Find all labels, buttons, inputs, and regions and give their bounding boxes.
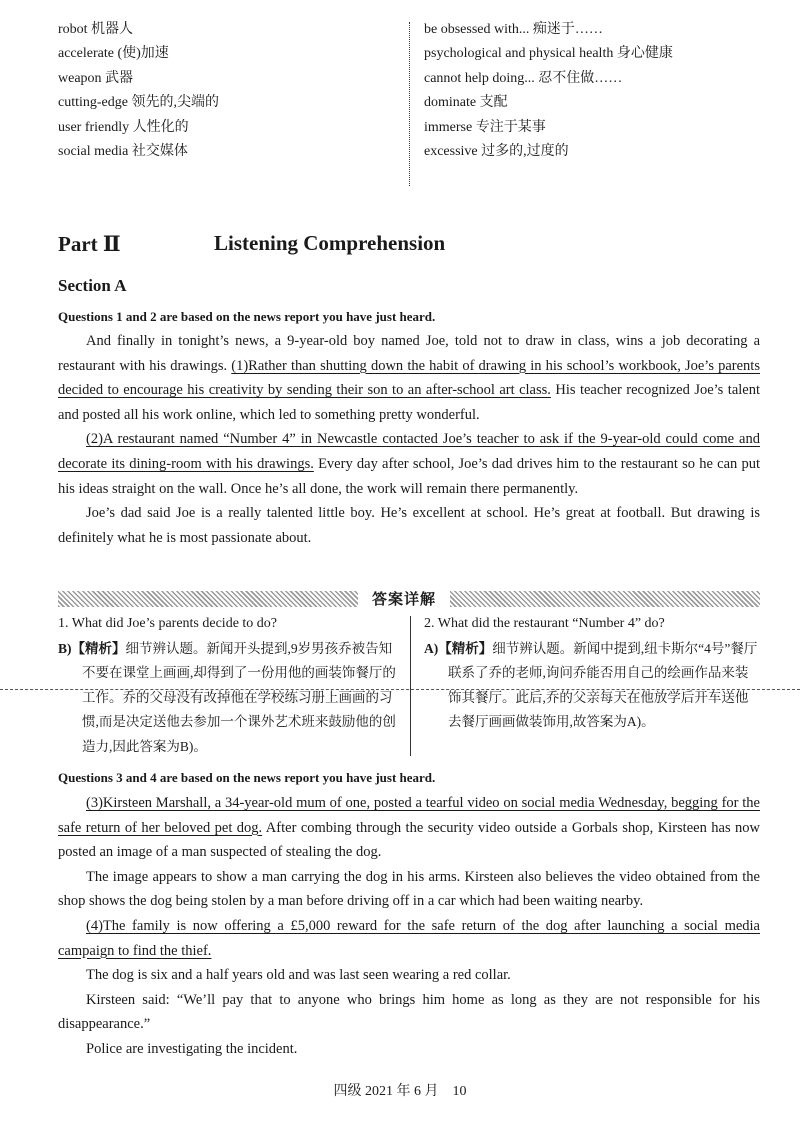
question-2: 2. What did the restaurant “Number 4” do?: [424, 616, 665, 631]
news1-question-header: Questions 1 and 2 are based on the news report you have just heard.: [58, 309, 436, 324]
paragraph: Kirsteen said: “We’ll pay that to anyone who brings him home as long as they are not responsible for his disappearance.”: [58, 991, 760, 1033]
underlined-key-sentence: (1)Rather than shutting down the habit of drawing in his school’s workbook, Joe’s parents decided to encourage his creativity by sending their son to an after-school art class.: [58, 357, 760, 399]
part-heading: [58, 231, 758, 261]
banner-hatch-left: [58, 591, 358, 607]
answer-column-2: [424, 612, 760, 735]
vocab-item: cannot help doing... 忍不住做……: [424, 70, 623, 86]
question-1: 1. What did Joe’s parents decide to do?: [58, 616, 278, 631]
answer-banner: [58, 588, 760, 610]
vocab-item: excessive 过多的,过度的: [424, 144, 569, 160]
section-title: Section A: [58, 276, 127, 295]
vocab-item: psychological and physical health 身心健康: [424, 46, 673, 62]
vocab-item: be obsessed with... 痴迷于……: [424, 22, 603, 37]
text: Every day after school, Joe’s dad drives him to the restaurant so he can put his ideas straight on the wall. Once he’s all done, the work will remain there permanently.: [58, 455, 760, 497]
answer-explanation: 细节辨认题。新闻中提到,纽卡斯尔“4号”餐厅联系了乔的老师,询问乔能否用自己的绘画作品来装饰其餐厅。此后,乔的父亲每天在他放学后开车送他去餐厅画画做装饰用,故答案为A)。: [448, 640, 758, 729]
vocabulary-divider: [409, 22, 410, 186]
answer-explanations: [58, 612, 760, 762]
underlined-key-sentence: (4)The family is now offering a £5,000 reward for the safe return of the dog after launching a social media campaign to find the thief.: [58, 917, 760, 959]
vocab-item: immerse 专注于某事: [424, 119, 546, 135]
answer-column-1: [58, 612, 398, 759]
vocabulary-right-column: [424, 18, 764, 164]
paragraph: [58, 914, 760, 963]
paragraph: The dog is six and a half years old and was last seen wearing a red collar.: [86, 967, 511, 984]
vocab-item: cutting-edge 领先的,尖端的: [58, 95, 219, 111]
text: His teacher recognized Joe’s talent and posted all his work online, which led to something pretty wonderful.: [58, 382, 760, 423]
vocab-item: weapon 武器: [58, 70, 134, 86]
underlined-key-sentence: (2)A restaurant named “Number 4” in Newcastle contacted Joe’s teacher to ask if the 9-year-old could come and decorate its dining-room with his drawings.: [58, 431, 760, 472]
answer-1: [58, 637, 398, 760]
vocab-item: social media 社交媒体: [58, 144, 188, 160]
answer-banner-label: 答案详解: [371, 590, 436, 608]
text: After combing through the security video outside a Gorbals shop, Kirsteen has now posted an image of a man suspected of stealing the dog.: [58, 819, 760, 861]
vocabulary-box: [58, 18, 758, 188]
news2-question-header: Questions 3 and 4 are based on the news report you have just heard.: [58, 770, 436, 785]
vocab-item: accelerate (使)加速: [58, 46, 169, 62]
vocab-item: user friendly 人性化的: [58, 119, 189, 135]
news2-passage: [58, 791, 760, 1062]
paragraph: [58, 329, 760, 427]
part-title: Listening Comprehension: [214, 231, 446, 255]
answer-key: B)【精析】: [58, 640, 126, 656]
answer-divider: [410, 616, 411, 756]
answer-explanation: 细节辨认题。新闻开头提到,9岁男孩乔被告知不要在课堂上画画,却得到了一份用他的画装饰餐厅的工作。乔的父母没有改掉他在学校练习册上画画的习惯,而是决定送他去参加一个课外艺术班来鼓励他的创造力,因此答案为B)。: [82, 640, 396, 754]
part-number: Part Ⅱ: [58, 232, 121, 256]
paragraph: Joe’s dad said Joe is a really talented little boy. He’s excellent at school. He’s great at football. But drawing is definitely what he is most passionate about.: [58, 505, 760, 546]
vocab-item: robot 机器人: [58, 22, 134, 37]
answer-2: [424, 637, 760, 735]
vocabulary-left-column: [58, 18, 388, 164]
answer-key: A)【精析】: [424, 640, 493, 656]
vocab-item: dominate 支配: [424, 95, 508, 111]
paragraph: The image appears to show a man carrying the dog in his arms. Kirsteen also believes the video obtained from the shop shows the dog being stolen by a man before driving off in a car which had been waiting nearby.: [58, 868, 760, 910]
paragraph: Police are investigating the incident.: [86, 1040, 298, 1057]
page-footer: 四级 2021 年 6 月 10: [333, 1084, 467, 1099]
underlined-key-sentence: (3)Kirsteen Marshall, a 34-year-old mum of one, posted a tearful video on social media Wednesday, begging for the safe return of her beloved pet dog.: [58, 795, 760, 836]
banner-hatch-right: [450, 591, 760, 607]
news1-passage: [58, 329, 760, 550]
paragraph: [58, 791, 760, 865]
text: And finally in tonight’s news, a 9-year-old boy named Joe, told not to draw in class, wins a job decorating a restaurant with his drawings.: [58, 333, 760, 374]
paragraph: [58, 427, 760, 501]
